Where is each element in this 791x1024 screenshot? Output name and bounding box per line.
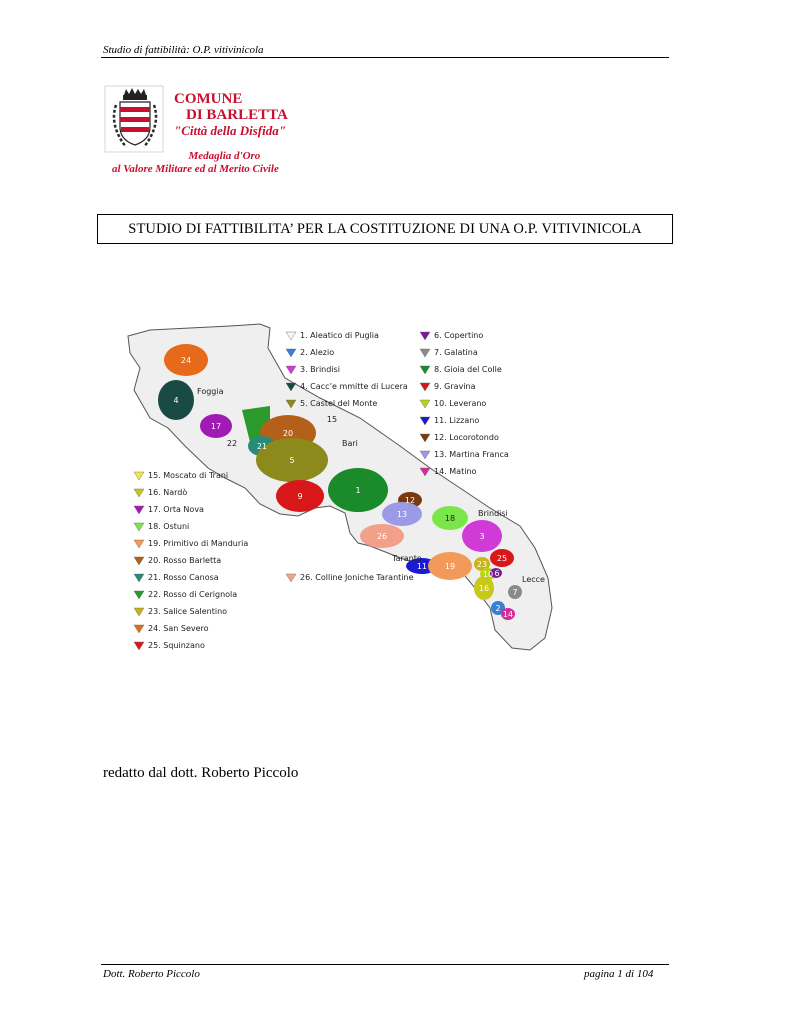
zone-label: 9	[297, 492, 303, 501]
zone-label: 6	[494, 569, 500, 578]
legend-marker	[286, 366, 296, 374]
legend-label: 3. Brindisi	[300, 365, 340, 374]
zone-label: 20	[282, 429, 294, 438]
zone-label: 14	[502, 610, 514, 619]
legend-label: 13. Martina Franca	[434, 450, 509, 459]
legend-label: 17. Orta Nova	[148, 505, 204, 514]
zone-label: 1	[355, 486, 361, 495]
zone-label: 25	[496, 554, 508, 563]
zone-label: 12	[404, 496, 416, 505]
legend-marker	[420, 366, 430, 374]
legend-marker	[134, 591, 144, 599]
legend-marker	[134, 489, 144, 497]
footer-page-number: pagina 1 di 104	[584, 968, 654, 980]
zone-label: 13	[396, 510, 408, 519]
zone-label: 19	[444, 562, 456, 571]
legend-marker	[420, 451, 430, 459]
zone-label: 18	[444, 514, 456, 523]
zone-label: 15	[326, 415, 338, 424]
legend-extra	[286, 573, 414, 582]
running-header: Studio di fattibilità: O.P. vitivinicola	[103, 44, 264, 56]
legend-marker	[134, 523, 144, 531]
legend-left	[134, 471, 248, 650]
zone-label: 17	[210, 422, 222, 431]
legend-label: 26. Colline Joniche Tarantine	[300, 573, 414, 582]
zone-label: 4	[173, 396, 179, 405]
legend-marker	[286, 574, 296, 582]
legend-marker	[134, 608, 144, 616]
puglia-wine-map	[120, 318, 560, 658]
logo-line-1: COMUNE	[174, 91, 243, 107]
logo-line-3: "Città della Disfida"	[174, 123, 286, 138]
legend-marker	[286, 349, 296, 357]
header-rule	[101, 57, 669, 58]
legend-label: 16. Nardò	[148, 488, 188, 497]
logo-line-2: DI BARLETTA	[186, 107, 288, 123]
legend-marker	[134, 540, 144, 548]
legend-marker	[420, 383, 430, 391]
legend-label: 12. Locorotondo	[434, 433, 499, 442]
zone-label: 16	[478, 584, 490, 593]
zone-label: 3	[479, 532, 485, 541]
zone-label: 24	[180, 356, 192, 365]
zone-label: 22	[226, 439, 238, 448]
medal-line-1: Medaglia d'Oro	[188, 150, 261, 162]
legend-label: 1. Aleatico di Puglia	[300, 331, 379, 340]
legend-label: 9. Gravina	[434, 382, 476, 391]
author-line: redatto dal dott. Roberto Piccolo	[103, 765, 299, 781]
medal-line-2: al Valore Militare ed al Merito Civile	[112, 163, 279, 175]
zone-label: 23	[476, 560, 488, 569]
legend-label: 20. Rosso Barletta	[148, 556, 222, 565]
legend-label: 5. Castel del Monte	[300, 399, 378, 408]
legend-label: 18. Ostuni	[148, 522, 190, 531]
zone-label: 26	[376, 532, 388, 541]
logo-medal-caption	[112, 150, 279, 176]
city-bari: Bari	[342, 439, 358, 448]
document-title: STUDIO DI FATTIBILITA’ PER LA COSTITUZIONE DI UNA O.P. VITIVINICOLA	[97, 214, 673, 244]
zone-label: 21	[256, 442, 268, 451]
legend-label: 10. Leverano	[434, 399, 487, 408]
zone-label: 2	[495, 604, 501, 613]
legend-label: 15. Moscato di Trani	[148, 471, 229, 480]
legend-marker	[420, 349, 430, 357]
legend-label: 21. Rosso Canosa	[148, 573, 219, 582]
legend-marker	[286, 332, 296, 340]
city-lecce: Lecce	[522, 575, 545, 584]
zone-label: 5	[289, 456, 295, 465]
legend-marker	[134, 557, 144, 565]
city-taranto: Taranto	[392, 554, 422, 563]
legend-label: 24. San Severo	[148, 624, 209, 633]
legend-marker	[420, 417, 430, 425]
legend-label: 23. Salice Salentino	[148, 607, 228, 616]
legend-label: 22. Rosso di Cerignola	[148, 590, 238, 599]
city-brindisi: Brindisi	[478, 509, 508, 518]
legend-marker	[134, 625, 144, 633]
legend-label: 19. Primitivo di Manduria	[148, 539, 249, 548]
legend-label: 2. Alezio	[300, 348, 335, 357]
legend-label: 6. Copertino	[434, 331, 484, 340]
legend-label: 4. Cacc’e mmitte di Lucera	[300, 382, 408, 391]
legend-marker	[134, 472, 144, 480]
legend-marker	[134, 506, 144, 514]
zone-label: 10	[482, 570, 494, 579]
legend-label: 14. Matino	[434, 467, 477, 476]
legend-label: 8. Gioia del Colle	[434, 365, 502, 374]
legend-marker	[420, 434, 430, 442]
logo-wordmark	[174, 91, 288, 139]
legend-label: 25. Squinzano	[148, 641, 205, 650]
city-foggia: Foggia	[197, 387, 224, 396]
legend-marker	[134, 574, 144, 582]
legend-label: 7. Galatina	[434, 348, 478, 357]
legend-marker	[134, 642, 144, 650]
zone-label: 7	[512, 588, 518, 597]
legend-label: 11. Lizzano	[434, 416, 480, 425]
legend-marker	[420, 332, 430, 340]
legend-marker	[420, 400, 430, 408]
footer-author: Dott. Roberto Piccolo	[103, 968, 200, 980]
footer-rule	[101, 964, 669, 965]
zone-label: 11	[416, 562, 428, 571]
